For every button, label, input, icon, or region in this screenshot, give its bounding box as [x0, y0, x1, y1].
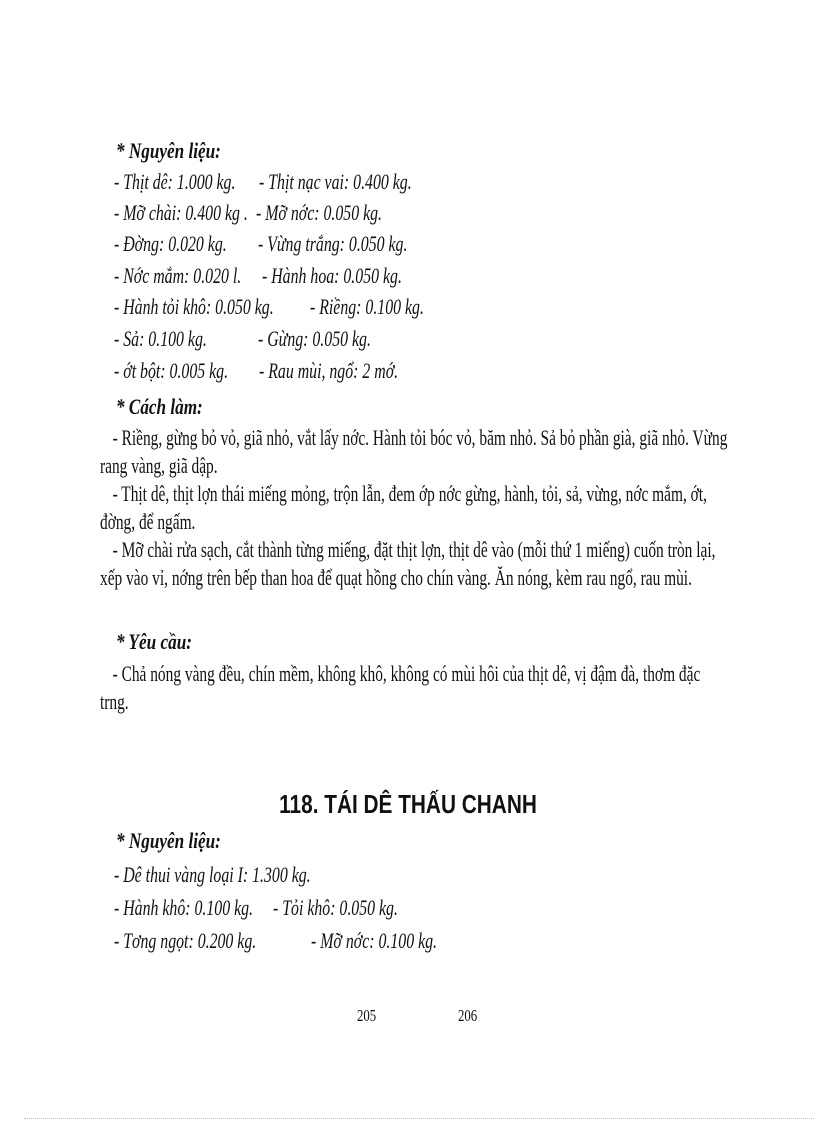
page-number-left: 205	[357, 1006, 377, 1025]
ingredient-item: - Rau mùi, ngổ: 2 mớ.	[259, 358, 399, 383]
ingredient-item: - ớt bột: 0.005 kg.	[114, 358, 229, 383]
ingredient-item: - Riềng: 0.100 kg.	[310, 294, 424, 319]
ingredient-item: - Mỡ nớc: 0.100 kg.	[311, 928, 437, 953]
ingredient-item: - Thịt dê: 1.000 kg.	[114, 169, 236, 194]
page-edge-divider	[24, 1118, 814, 1119]
requirements-heading: * Yêu cầu:	[116, 629, 192, 654]
method-step: - Thịt dê, thịt lợn thái miếng mỏng, trộn lẫn, đem ớp nớc gừng, hành, tỏi, sả, vừng, nớc mắm, ớt, đờng, để ngấm.	[100, 481, 707, 534]
requirement-item: - Chả nóng vàng đều, chín mềm, không khô, không có mùi hôi của thịt dê, vị đậm đà, thơm đặc trng.	[100, 661, 701, 714]
method-step: - Mỡ chài rửa sạch, cắt thành từng miếng, đặt thịt lợn, thịt dê vào (mỗi thứ 1 miếng) cuốn tròn lại, xếp vào vỉ, nớng trên bếp than hoa để quạt hồng cho chín vàng. Ăn nóng, kèm rau ngổ, rau mùi.	[100, 537, 716, 590]
ingredient-item: - Đờng: 0.020 kg.	[114, 231, 227, 256]
ingredient-item: - Nớc mắm: 0.020 l.	[114, 263, 242, 288]
requirements-text	[100, 660, 730, 716]
ingredient-item: - Tơng ngọt: 0.200 kg.	[114, 928, 257, 953]
ingredient-item: - Thịt nạc vai: 0.400 kg.	[259, 169, 412, 194]
ingredient-item: - Mỡ chài: 0.400 kg .	[114, 200, 248, 225]
ingredient-item: - Gừng: 0.050 kg.	[258, 326, 371, 351]
ingredient-item: - Hành tỏi khô: 0.050 kg.	[114, 294, 274, 319]
ingredient-item: - Dê thui vàng loại I: 1.300 kg.	[114, 862, 311, 887]
ingredient-item: - Hành hoa: 0.050 kg.	[262, 263, 402, 288]
ingredient-item: - Sả: 0.100 kg.	[114, 326, 207, 351]
method-heading: * Cách làm:	[116, 394, 203, 419]
recipe-title: 118. TÁI DÊ THẤU CHANH	[279, 789, 537, 819]
method-text	[100, 424, 730, 592]
ingredient-item: - Hành khô: 0.100 kg.	[114, 895, 254, 920]
ingredients-heading-2: * Nguyên liệu:	[116, 828, 221, 853]
ingredient-item: - Mỡ nớc: 0.050 kg.	[256, 200, 382, 225]
ingredient-item: - Tỏi khô: 0.050 kg.	[273, 895, 398, 920]
page-number-right: 206	[458, 1006, 478, 1025]
ingredients-heading: * Nguyên liệu:	[116, 138, 221, 163]
ingredient-item: - Vừng trắng: 0.050 kg.	[258, 231, 408, 256]
method-step: - Riềng, gừng bỏ vỏ, giã nhỏ, vắt lấy nớc. Hành tỏi bóc vỏ, băm nhỏ. Sả bỏ phần già, giã nhỏ. Vừng rang vàng, giã dập.	[100, 425, 728, 478]
